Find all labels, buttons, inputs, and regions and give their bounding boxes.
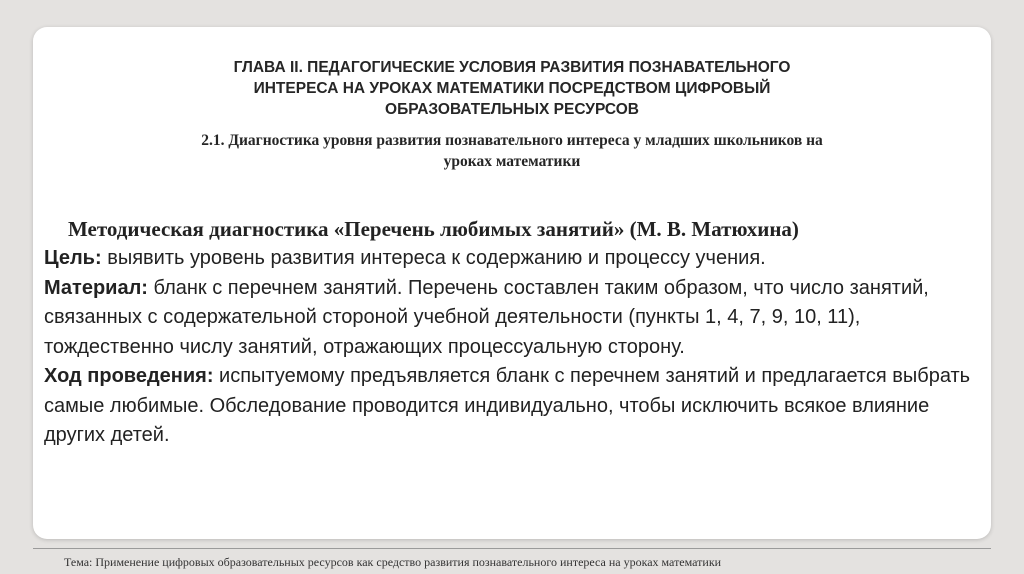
goal-paragraph — [44, 244, 989, 274]
goal-text: выявить уровень развития интереса к содержанию и процессу учения. — [101, 247, 766, 269]
goal-label: Цель: — [44, 247, 102, 269]
section-title-line-1: 2.1. Диагностика уровня развития познавательного интереса у младших школьников на — [201, 132, 823, 149]
chapter-title-line-1: ГЛАВА II. ПЕДАГОГИЧЕСКИЕ УСЛОВИЯ РАЗВИТИЯ ПОЗНАВАТЕЛЬНОГО — [233, 59, 791, 76]
slide-content — [44, 214, 989, 451]
footer-divider — [33, 548, 991, 549]
chapter-title-line-2: ИНТЕРЕСА НА УРОКАХ МАТЕМАТИКИ ПОСРЕДСТВОМ ЦИФРОВЫЙ — [253, 80, 771, 97]
procedure-text: испытуемому предъявляется бланк с перечнем занятий и предлагается выбрать самые любимые. Обследование проводится индивидуально, чтобы исключить всякое влияние других детей. — [44, 365, 971, 446]
footer-text: Тема: Применение цифровых образовательных ресурсов как средство развития познавательного интереса на уроках математики — [64, 555, 722, 569]
material-paragraph — [44, 274, 989, 363]
procedure-label: Ход проведения: — [44, 365, 214, 387]
section-title — [0, 130, 1024, 172]
chapter-title — [0, 57, 1024, 120]
section-title-line-2: уроках математики — [443, 153, 581, 170]
procedure-paragraph — [44, 362, 989, 451]
chapter-title-line-3: ОБРАЗОВАТЕЛЬНЫХ РЕСУРСОВ — [385, 101, 639, 118]
method-title: Методическая диагностика «Перечень любимых занятий» (М. В. Матюхина) — [68, 217, 799, 241]
material-text: бланк с перечнем занятий. Перечень составлен таким образом, что число занятий, связанных с содержательной стороной учебной деятельности (пункты 1, 4, 7, 9, 10, 11), тождественно числу занятий, отражающих процессуальную сторону. — [44, 276, 929, 358]
material-label: Материал: — [44, 276, 148, 299]
